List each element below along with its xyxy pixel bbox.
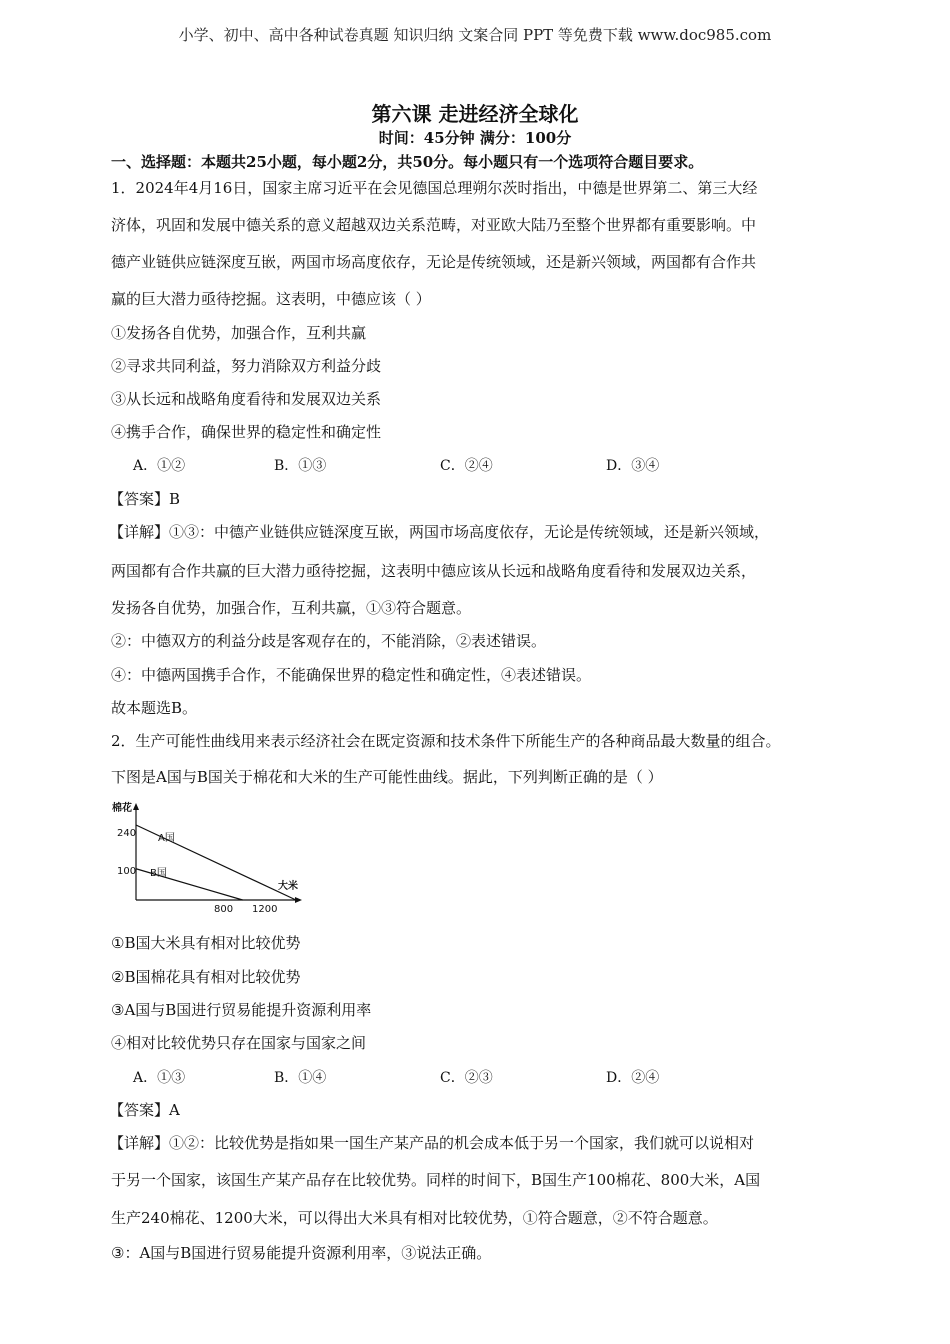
q2-analysis-line: 【详解】①②：比较优势是指如果一国生产某产品的机会成本低于另一个国家，我们就可以说相对 [109,1134,755,1152]
page-header: 小学、初中、高中各种试卷真题 知识归纳 文案合同 PPT 等免费下载 www.doc985.com [178,26,772,44]
section-heading: 一、选择题：本题共25小题，每小题2分，共50分。每小题只有一个选项符合题目要求。 [111,153,704,171]
series-label-b: B国 [150,868,167,879]
y-axis-label: 棉花 [112,803,132,814]
q1-stem-line: 1．2024年4月16日，国家主席习近平在会见德国总理朔尔茨时指出，中德是世界第二、第三大经 [111,179,758,197]
q1-stem-line: 济体，巩固和发展中德关系的意义超越双边关系范畴，对亚欧大陆乃至整个世界都有重要影响。中 [111,216,757,234]
q2-option-c: C．②③ [440,1070,493,1086]
q1-item: ④携手合作，确保世界的稳定性和确定性 [111,423,382,441]
q1-analysis-line: ②：中德双方的利益分歧是客观存在的，不能消除，②表述错误。 [111,632,547,650]
series-label-a: A国 [158,833,175,844]
q1-item: ①发扬各自优势，加强合作，互利共赢 [111,324,367,342]
q2-analysis-line: 于另一个国家，该国生产某产品存在比较优势。同样的时间下，B国生产100棉花、800大米，A国 [111,1171,761,1189]
exam-info: 时间：45分钟 满分：100分 [378,129,572,147]
lesson-title: 第六课 走进经济全球化 [371,102,579,126]
q2-item: ④相对比较优势只存在国家与国家之间 [111,1034,367,1052]
q2-analysis-line: 生产240棉花、1200大米，可以得出大米具有相对比较优势，①符合题意，②不符合题意。 [111,1209,718,1227]
q1-answer: 【答案】B [109,490,181,508]
q2-item: ③A国与B国进行贸易能提升资源利用率 [111,1001,372,1019]
y-tick-label: 240 [117,828,137,839]
q1-analysis-line: 两国都有合作共赢的巨大潜力亟待挖掘，这表明中德应该从长远和战略角度看待和发展双边关系， [111,562,757,580]
q1-analysis-line: 故本题选B。 [111,699,198,717]
q2-stem-line: 下图是A国与B国关于棉花和大米的生产可能性曲线。据此，下列判断正确的是（ ） [111,768,663,786]
q1-analysis-line: 【详解】①③：中德产业链供应链深度互嵌，两国市场高度依存，无论是传统领域，还是新兴领域， [109,523,770,541]
q1-analysis-line: ④：中德两国携手合作，不能确保世界的稳定性和确定性，④表述错误。 [111,666,592,684]
q2-option-d: D．②④ [606,1070,660,1086]
q2-item: ①B国大米具有相对比较优势 [111,934,301,952]
y-tick-label: 100 [117,866,137,877]
x-axis-arrow [295,897,302,903]
q1-item: ③从长远和战略角度看待和发展双边关系 [111,390,382,408]
q2-stem-line: 2．生产可能性曲线用来表示经济社会在既定资源和技术条件下所能生产的各种商品最大数量的组合。 [111,732,781,750]
q2-item: ②B国棉花具有相对比较优势 [111,968,301,986]
x-tick-label: 800 [214,904,234,915]
q1-option-c: C．②④ [440,458,493,474]
y-axis-arrow [133,803,139,810]
q1-analysis-line: 发扬各自优势，加强合作，互利共赢，①③符合题意。 [111,599,472,617]
x-axis-label: 大米 [278,881,298,892]
x-tick-label: 1200 [252,904,278,915]
q1-item: ②寻求共同利益，努力消除双方利益分歧 [111,357,382,375]
q1-option-d: D．③④ [606,458,660,474]
production-possibility-chart [110,797,310,915]
q1-stem-line: 赢的巨大潜力亟待挖掘。这表明，中德应该（ ） [111,290,431,308]
q2-analysis-line: ③：A国与B国进行贸易能提升资源利用率，③说法正确。 [111,1244,492,1262]
q2-answer: 【答案】A [109,1101,180,1119]
q1-stem-line: 德产业链供应链深度互嵌，两国市场高度依存，无论是传统领域，还是新兴领域，两国都有合作共 [111,253,757,271]
q1-option-a: A．①② [133,458,186,474]
q1-option-b: B．①③ [274,458,327,474]
q2-option-a: A．①③ [133,1070,186,1086]
q2-option-b: B．①④ [274,1070,327,1086]
